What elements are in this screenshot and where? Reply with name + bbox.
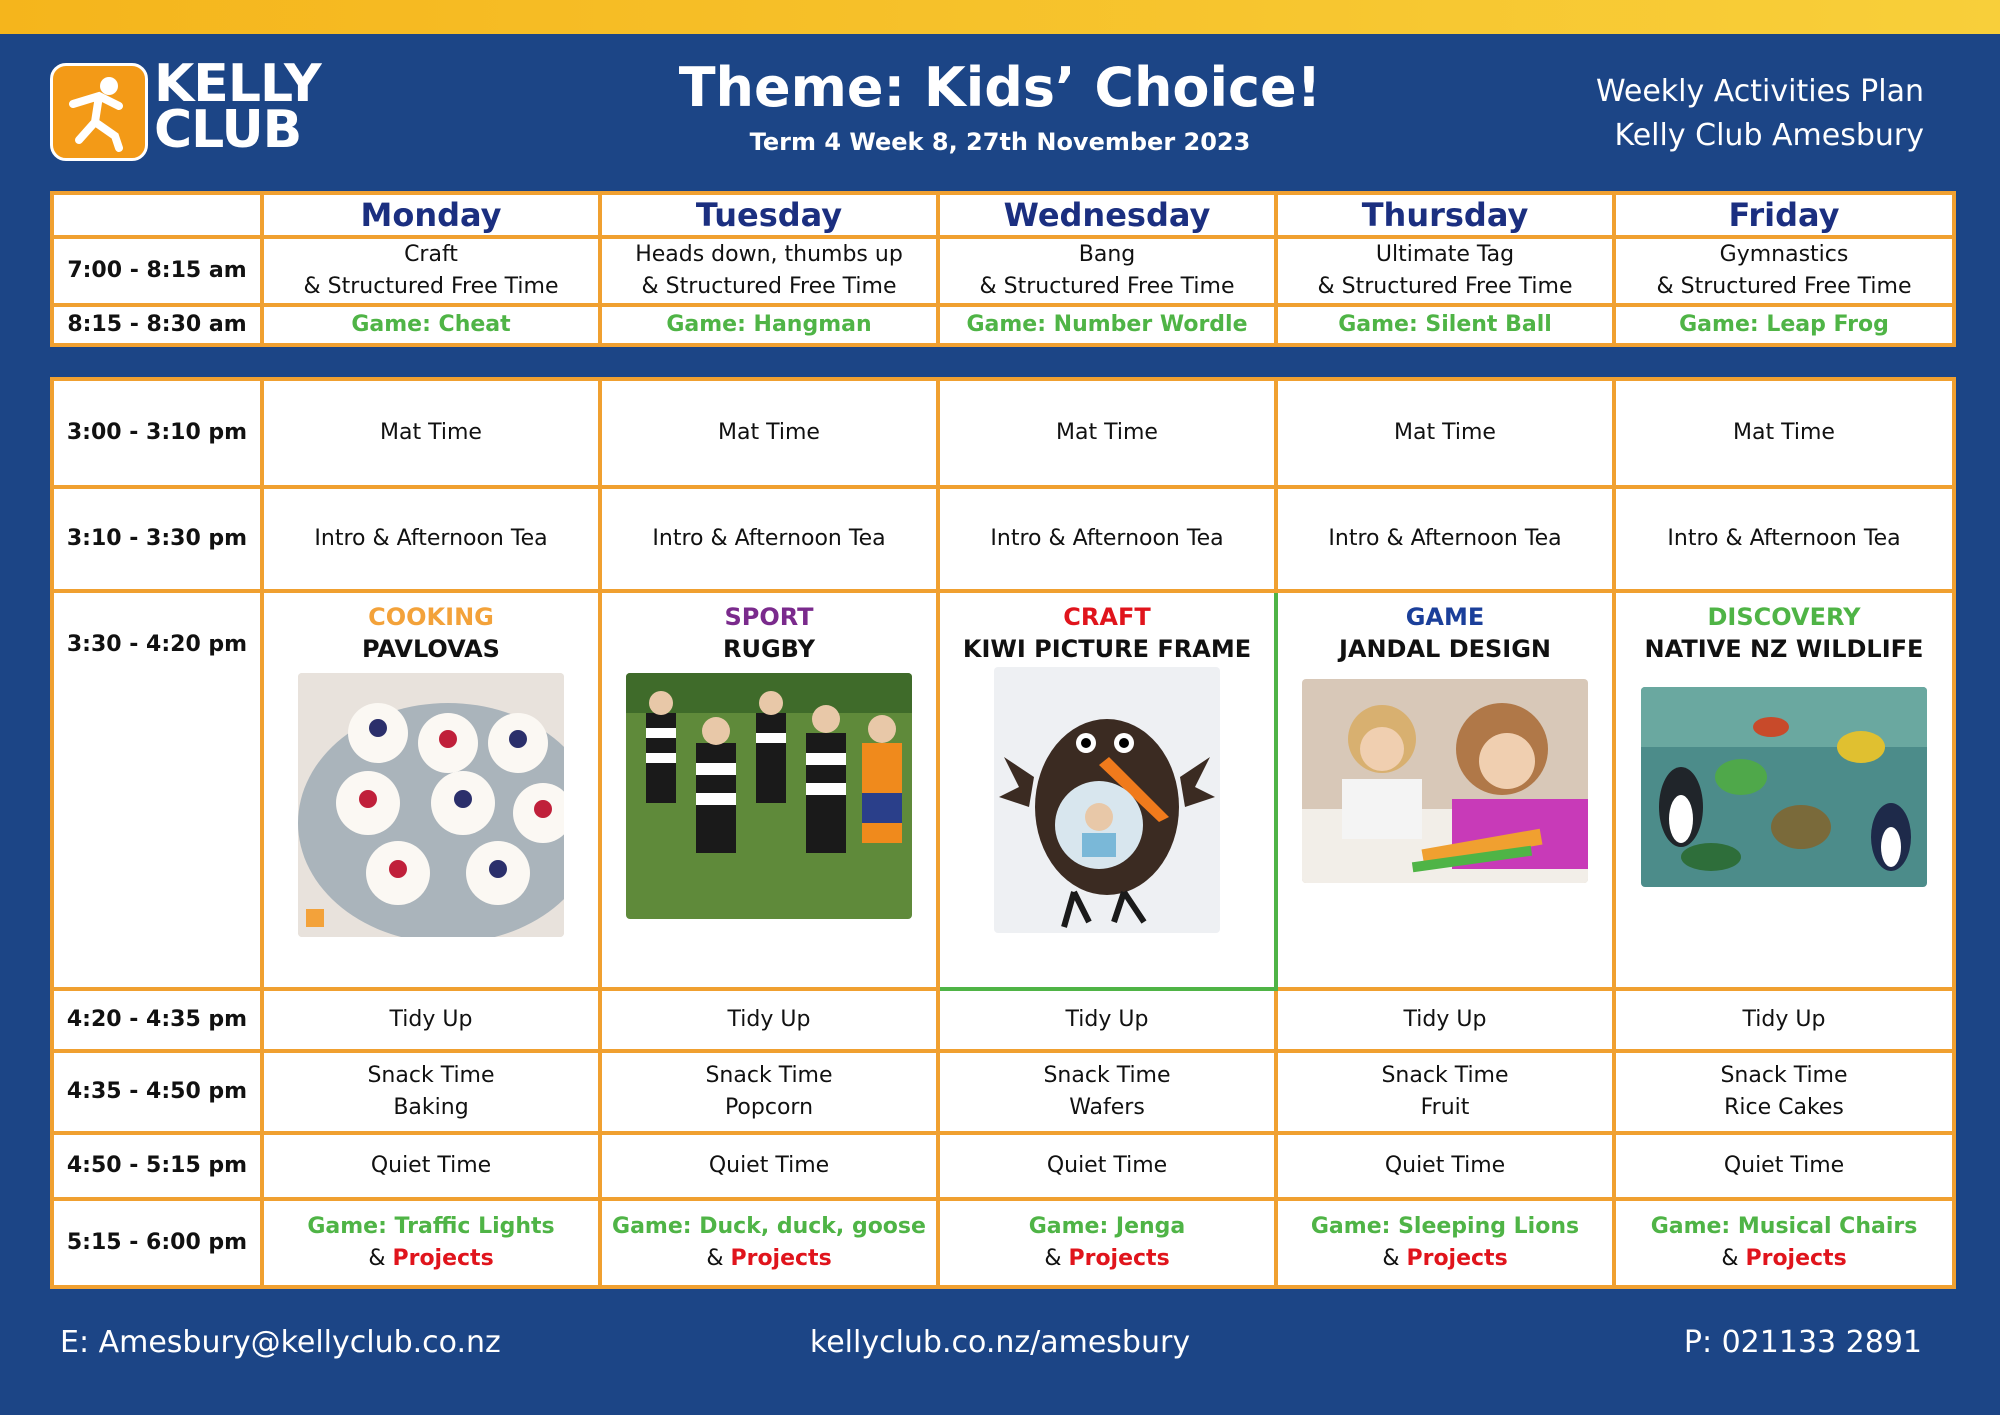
corner-cell xyxy=(52,193,262,237)
game-cell: Game: Hangman xyxy=(600,305,938,345)
children-drawing-photo xyxy=(1302,679,1588,883)
category-label: GAME xyxy=(1405,603,1485,631)
activity-title: RUGBY xyxy=(722,635,816,663)
activity-cell-thursday xyxy=(1276,591,1614,989)
footer-phone[interactable]: P: 021133 2891 xyxy=(1683,1325,1922,1360)
morning-row-2 xyxy=(52,305,1954,345)
day-header: Wednesday xyxy=(938,193,1276,237)
time-cell: 4:20 - 4:35 pm xyxy=(52,989,262,1051)
activity-cell: Intro & Afternoon Tea xyxy=(600,487,938,591)
time-cell: 4:50 - 5:15 pm xyxy=(52,1133,262,1199)
activity-cell-tuesday xyxy=(600,591,938,989)
page-title: Theme: Kids’ Choice! xyxy=(678,56,1322,119)
games-projects-row xyxy=(52,1199,1954,1287)
pavlova-photo xyxy=(298,673,564,937)
quiet-time-row xyxy=(52,1133,1954,1199)
afternoon-schedule-table xyxy=(50,377,1956,1289)
kiwi-frame-photo xyxy=(994,667,1220,933)
activity-cell: Quiet Time xyxy=(938,1133,1276,1199)
activity-cell: Game: Sleeping Lions & Projects xyxy=(1276,1199,1614,1287)
activity-title: KIWI PICTURE FRAME xyxy=(962,635,1252,663)
activity-title: JANDAL DESIGN xyxy=(1338,635,1552,663)
time-cell: 7:00 - 8:15 am xyxy=(52,237,262,305)
morning-row-1 xyxy=(52,237,1954,305)
time-cell: 8:15 - 8:30 am xyxy=(52,305,262,345)
category-label: CRAFT xyxy=(1063,603,1151,631)
activity-cell: Tidy Up xyxy=(1276,989,1614,1051)
activity-cell: Quiet Time xyxy=(1276,1133,1614,1199)
logo-text: KELLY CLUB xyxy=(154,54,321,160)
game-cell: Game: Leap Frog xyxy=(1614,305,1954,345)
time-cell: 3:30 - 4:20 pm xyxy=(52,591,262,989)
activity-cell: Tidy Up xyxy=(262,989,600,1051)
day-header: Friday xyxy=(1614,193,1954,237)
day-header-row xyxy=(52,193,1954,237)
activity-cell: Quiet Time xyxy=(600,1133,938,1199)
activity-cell: Intro & Afternoon Tea xyxy=(1614,487,1954,591)
activity-cell: Snack Time Baking xyxy=(262,1051,600,1133)
activity-cell: Tidy Up xyxy=(600,989,938,1051)
category-label: DISCOVERY xyxy=(1707,603,1861,631)
footer-email[interactable]: E: Amesbury@kellyclub.co.nz xyxy=(60,1325,501,1360)
activity-cell: Intro & Afternoon Tea xyxy=(1276,487,1614,591)
activity-title: NATIVE NZ WILDLIFE xyxy=(1644,635,1924,663)
category-label: SPORT xyxy=(724,603,814,631)
activity-cell: Snack Time Rice Cakes xyxy=(1614,1051,1954,1133)
game-cell: Game: Silent Ball xyxy=(1276,305,1614,345)
activity-cell: Snack Time Wafers xyxy=(938,1051,1276,1133)
activity-cell-monday xyxy=(262,591,600,989)
activity-cell: Tidy Up xyxy=(938,989,1276,1051)
activity-cell: Mat Time xyxy=(1276,379,1614,487)
day-header: Thursday xyxy=(1276,193,1614,237)
category-label: COOKING xyxy=(368,603,494,631)
rugby-photo xyxy=(626,673,912,919)
time-cell: 3:00 - 3:10 pm xyxy=(52,379,262,487)
activity-cell: Intro & Afternoon Tea xyxy=(938,487,1276,591)
day-header: Tuesday xyxy=(600,193,938,237)
activity-cell: Game: Musical Chairs & Projects xyxy=(1614,1199,1954,1287)
activity-cell: Gymnastics & Structured Free Time xyxy=(1614,237,1954,305)
time-cell: 3:10 - 3:30 pm xyxy=(52,487,262,591)
activity-title: PAVLOVAS xyxy=(362,635,500,663)
activity-cell: Mat Time xyxy=(1614,379,1954,487)
activity-cell: Quiet Time xyxy=(1614,1133,1954,1199)
activity-cell: Mat Time xyxy=(262,379,600,487)
activity-cell: Game: Traffic Lights & Projects xyxy=(262,1199,600,1287)
activity-cell: Snack Time Popcorn xyxy=(600,1051,938,1133)
logo-figure-icon xyxy=(50,63,148,161)
snack-time-row xyxy=(52,1051,1954,1133)
activity-cell: Heads down, thumbs up & Structured Free Time xyxy=(600,237,938,305)
activity-cell: Craft & Structured Free Time xyxy=(262,237,600,305)
time-cell: 5:15 - 6:00 pm xyxy=(52,1199,262,1287)
time-cell: 4:35 - 4:50 pm xyxy=(52,1051,262,1133)
activity-cell: Mat Time xyxy=(938,379,1276,487)
day-header: Monday xyxy=(262,193,600,237)
activity-cell: Game: Jenga & Projects xyxy=(938,1199,1276,1287)
nz-wildlife-photo xyxy=(1641,687,1927,887)
activity-cell: Quiet Time xyxy=(262,1133,600,1199)
game-cell: Game: Number Wordle xyxy=(938,305,1276,345)
top-accent-bar xyxy=(0,0,2000,34)
main-activity-row xyxy=(52,591,1954,989)
page-subtitle: Term 4 Week 8, 27th November 2023 xyxy=(749,128,1251,156)
morning-schedule-table xyxy=(50,191,1956,347)
activity-cell: Mat Time xyxy=(600,379,938,487)
activity-cell: Ultimate Tag & Structured Free Time xyxy=(1276,237,1614,305)
tidy-up-row xyxy=(52,989,1954,1051)
activity-cell: Snack Time Fruit xyxy=(1276,1051,1614,1133)
activity-cell: Intro & Afternoon Tea xyxy=(262,487,600,591)
activity-cell: Game: Duck, duck, goose & Projects xyxy=(600,1199,938,1287)
activity-cell: Tidy Up xyxy=(1614,989,1954,1051)
activity-cell: Bang & Structured Free Time xyxy=(938,237,1276,305)
activity-cell-wednesday xyxy=(938,591,1276,989)
kelly-club-logo xyxy=(50,54,321,163)
game-cell: Game: Cheat xyxy=(262,305,600,345)
mat-time-row xyxy=(52,379,1954,487)
afternoon-tea-row xyxy=(52,487,1954,591)
website-link[interactable]: kellyclub.co.nz/amesbury xyxy=(809,1325,1191,1360)
activity-cell-friday xyxy=(1614,591,1954,989)
plan-label: Weekly Activities Plan Kelly Club Amesbury xyxy=(1595,74,1924,153)
